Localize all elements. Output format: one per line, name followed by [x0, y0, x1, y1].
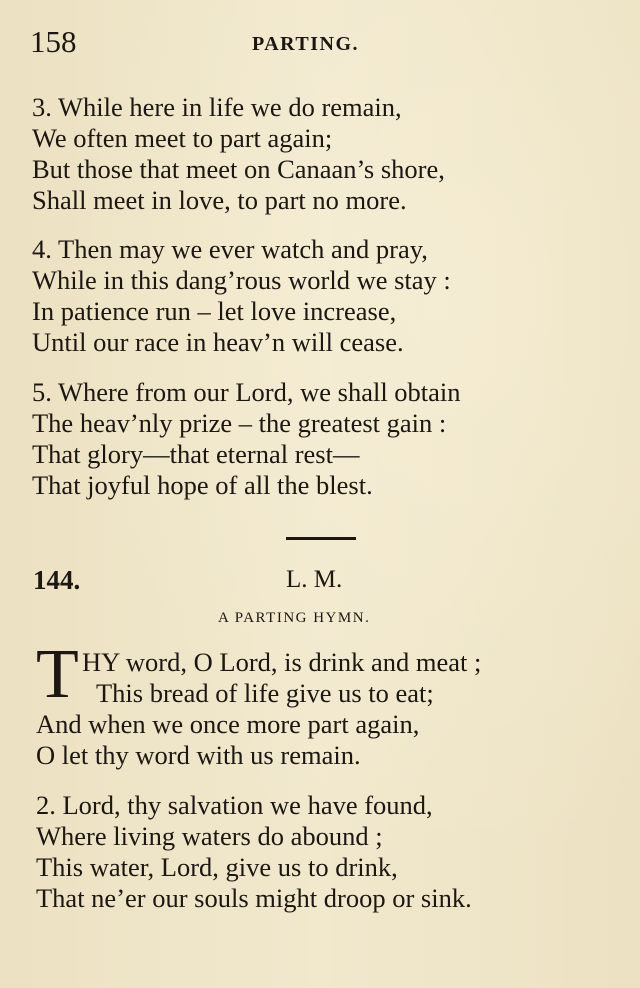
stanza-5 [32, 377, 612, 501]
stanza-line: We often meet to part again; [32, 123, 333, 153]
running-head: PARTING. [252, 33, 360, 55]
stanza-line: This bread of life give us to eat; [96, 678, 434, 708]
section-divider [286, 537, 356, 540]
stanza-line: Shall meet in love, to part no more. [32, 185, 407, 215]
hymn-number: 144. [33, 565, 81, 595]
stanza-line: HY word, O Lord, is drink and meat ; [82, 647, 482, 677]
stanza-line: Until our race in heav’n will cease. [32, 327, 404, 357]
stanza-line: 4. Then may we ever watch and pray, [32, 234, 428, 264]
stanza-line: While in this dang’rous world we stay : [32, 265, 451, 295]
stanza-line: 5. Where from our Lord, we shall obtain [32, 377, 461, 407]
hymn-title: A PARTING HYMN. [218, 610, 371, 626]
stanza-line: That joyful hope of all the blest. [32, 470, 373, 500]
drop-cap-letter: T [36, 636, 79, 713]
stanza-line: That glory—that eternal rest— [32, 439, 360, 469]
stanza-line: Where living waters do abound ; [36, 821, 383, 851]
stanza-line: But those that meet on Canaan’s shore, [32, 154, 445, 184]
page-header [30, 22, 610, 62]
stanza-line: The heav’nly prize – the greatest gain : [32, 408, 447, 438]
stanza-line: 3. While here in life we do remain, [32, 92, 402, 122]
stanza-3 [32, 92, 612, 216]
stanza-4 [32, 234, 612, 358]
stanza-line: 2. Lord, thy salvation we have found, [36, 790, 433, 820]
stanza-line: And when we once more part again, [36, 709, 420, 739]
hymn-stanza-2 [36, 790, 616, 914]
stanza-line: This water, Lord, give us to drink, [36, 852, 398, 882]
page-number: 158 [30, 24, 77, 59]
stanza-line: That ne’er our souls might droop or sink. [36, 883, 472, 913]
stanza-line: In patience run – let love increase, [32, 296, 397, 326]
stanza-line: O let thy word with us remain. [36, 740, 361, 770]
hymn-meter: L. M. [286, 566, 343, 593]
